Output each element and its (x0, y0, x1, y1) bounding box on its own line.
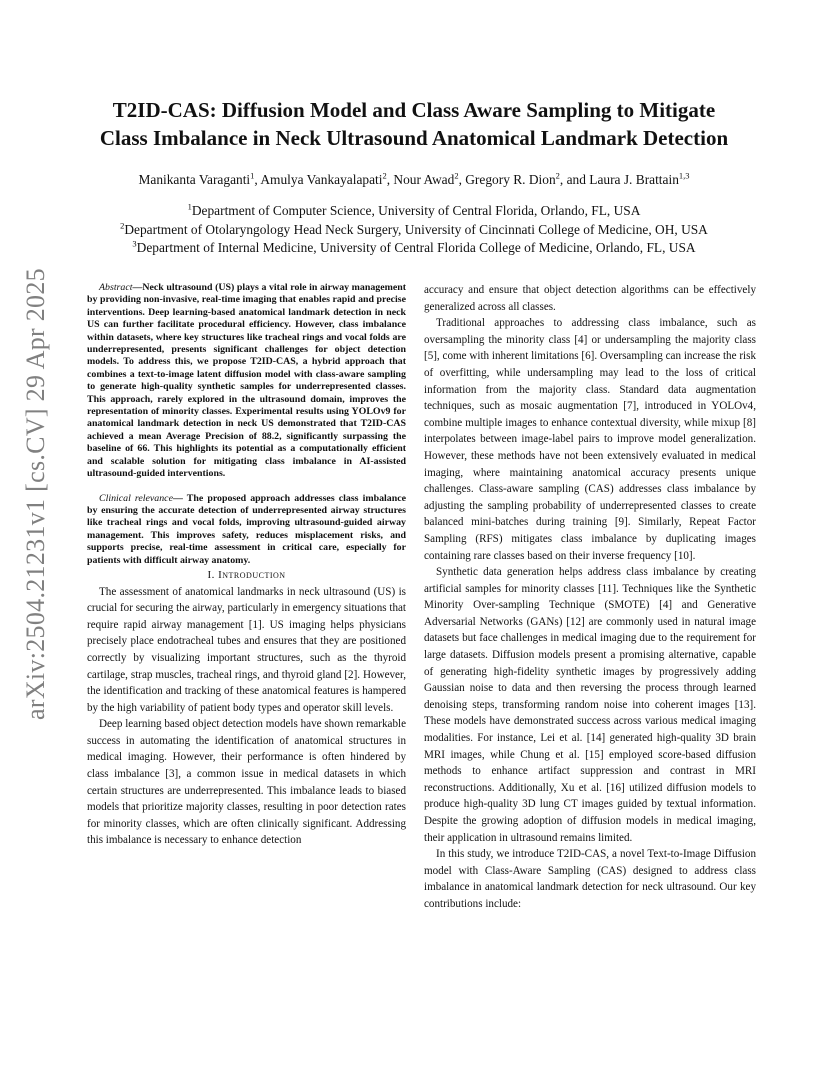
abstract (87, 282, 406, 481)
arxiv-identifier (18, 268, 54, 720)
abstract-label: Abstract (99, 282, 133, 293)
affiliation (40, 202, 788, 221)
author-name: Manikanta Varaganti (138, 172, 251, 187)
title-line-2: Class Imbalance in Neck Ultrasound Anatomical Landmark Detection (99, 126, 729, 150)
affiliation-text: Department of Otolaryngology Head Neck Surgery, University of Cincinnati College of Medicine, OH, USA (124, 221, 708, 237)
arxiv-id-text: arXiv:2504.21231v1 [cs.CV] 29 Apr 2025 (21, 268, 51, 720)
author-affil-sup: 2 (382, 170, 387, 181)
paragraph: The assessment of anatomical landmarks in neck ultrasound (US) is crucial for securing the airway, particularly in emergency situations that require rapid airway management [1]. US imaging helps physicians precisely place endotracheal tubes and ensures that they are positioned correctly by visualizing important structures, such as the thyroid cartilage, strap muscles, tracheal rings, and thyroid gland [2]. However, the identification and tracking of these anatomical features is hampered by the high variability of patient body types and operator skill levels. (87, 585, 406, 714)
section-heading-introduction (87, 567, 406, 584)
affiliation-list (40, 202, 788, 258)
author (138, 172, 254, 187)
author-name: Amulya Vankayalapati (260, 172, 383, 187)
section-title: Introduction (218, 568, 286, 581)
clinical-text: — The proposed approach addresses class imbalance by ensuring the accurate detection of underrepresented airway structures like tracheal rings and vocal folds, improving ultrasound-guided airway management. This improves safety, reduces misplacement risks, and supports precise, real-time assessment in critical care, especially for patients with difficult airway anatomy. (87, 492, 406, 566)
author-affil-sup: 2 (555, 170, 560, 181)
author-list (40, 171, 788, 189)
paragraph: Synthetic data generation helps address class imbalance by creating artificial samples for minority classes [11]. Techniques like the Synthetic Minority Over-sampling Technique (SMOTE) [4] and Generative Adversarial Networks (GANs) [12] are commonly used in natural image datasets but face challenges in medical imaging due to the requirement for large datasets. Diffusion models present a promising alternative, capable of generating high-fidelity synthetic images by progressively adding Gaussian noise to data and then reversing the process through learned denoising steps, transforming random noise into coherent images [13]. These models have demonstrated success across various medical imaging modalities. For instance, Lei et al. [14] generated high-quality 3D brain MRI images, while Chung et al. [15] employed score-based diffusion methods to enhance artifact suppression and contrast in MRI reconstructions. Additionally, Xu et al. [16] utilized diffusion models to produce high-quality 3D lung CT images guided by textual information. Despite the growing adoption of diffusion models in medical imaging, their application in ultrasound remains limited. (424, 566, 756, 844)
paragraph: In this study, we introduce T2ID-CAS, a novel Text-to-Image Diffusion model with Class-Aware Sampling (CAS) designed to address class imbalance in anatomical landmark detection for neck ultrasound. Our key contributions include: (424, 848, 756, 910)
author-affil-sup: 1 (250, 170, 255, 181)
paragraph: Traditional approaches to addressing class imbalance, such as oversampling the minority class [4] or undersampling the majority class [5], come with inherent limitations [6]. Oversampling can increase the risk of overfitting, while undersampling may lead to the loss of critical information from the majority class. Standard data augmentation techniques, such as mosaic augmentation [7], introduced in YOLOv4, combine multiple images to enhance contextual diversity, while mixup [8] interpolates between image-label pairs to improve model generalization. However, these methods have not been extensively evaluated in medical imaging, where maintaining anatomical accuracy presents unique challenges. Class-aware sampling (CAS) addresses class imbalance by adjusting the sampling probability of underrepresented classes to create balanced mini-batches during training [9]. Similarly, Repeat Factor Sampling (RFS) mitigates class imbalance by duplicating images containing rare classes based on their inverse frequency [10]. (424, 317, 756, 562)
title-line-1: T2ID-CAS: Diffusion Model and Class Aware Sampling to Mitigate (112, 98, 716, 122)
clinical-relevance (87, 493, 406, 567)
affiliation-sup: 1 (187, 201, 192, 212)
author-separator: , (458, 172, 466, 187)
affiliation-text: Department of Internal Medicine, University of Central Florida College of Medicine, Orlando, FL, USA (136, 240, 696, 255)
author-separator: , (254, 172, 261, 187)
author (260, 172, 386, 187)
right-column (424, 282, 756, 913)
author-affil-sup: 2 (454, 170, 459, 181)
affiliation-sup: 3 (132, 238, 137, 249)
author-affil-sup: 1,3 (678, 170, 690, 181)
affiliation-text: Department of Computer Science, University of Central Florida, Orlando, FL, USA (191, 203, 641, 218)
author (393, 172, 458, 187)
left-column (87, 282, 406, 849)
section-number: I. (207, 568, 219, 581)
paper-title (60, 96, 768, 152)
affiliation (40, 239, 788, 258)
author-separator: , and (559, 172, 590, 187)
author-name: Gregory R. Dion (465, 172, 556, 187)
author-name: Nour Awad (393, 172, 455, 187)
abstract-text: —Neck ultrasound (US) plays a vital role in airway management by providing non-invasive, real-time imaging that enables rapid and precise interventions. Deep learning-based anatomical landmark detection in neck US can further facilitate procedural efficiency. However, class imbalance within datasets, where key structures like tracheal rings and vocal folds are underrepresented, presents significant challenges for object detection models. To address this, we propose T2ID-CAS, a hybrid approach that combines a text-to-image latent diffusion model with class-aware sampling to generate high-quality synthetic samples for underrepresented classes. This approach, rarely explored in the ultrasound domain, improves the representation of minority classes. Experimental results using YOLOv9 for anatomical landmark detection in neck US demonstrated that T2ID-CAS achieved a mean Average Precision of 88.2, significantly surpassing the baseline of 66. This highlights its potential as a computationally efficient and scalable solution for mitigating class imbalance in AI-assisted ultrasound-guided interventions. (87, 282, 406, 480)
author (589, 172, 689, 187)
clinical-label: Clinical relevance (99, 492, 173, 504)
affiliation-sup: 2 (120, 220, 125, 231)
author (465, 172, 560, 187)
affiliation (40, 221, 788, 240)
author-separator: , (386, 172, 394, 187)
paragraph: accuracy and ensure that object detection algorithms can be effectively generalized across all classes. (424, 284, 756, 313)
author-name: Laura J. Brattain (589, 172, 679, 187)
paragraph: Deep learning based object detection models have shown remarkable success in automating the identification of anatomical structures in medical imaging. However, their performance is often hindered by class imbalance [3], a common issue in medical datasets in which certain structures are underrepresented. This imbalance leads to biased models that prioritize majority classes, resulting in poor detection rates for minority classes, which are often clinically significant. Addressing this imbalance is necessary to enhance detection (87, 718, 406, 847)
